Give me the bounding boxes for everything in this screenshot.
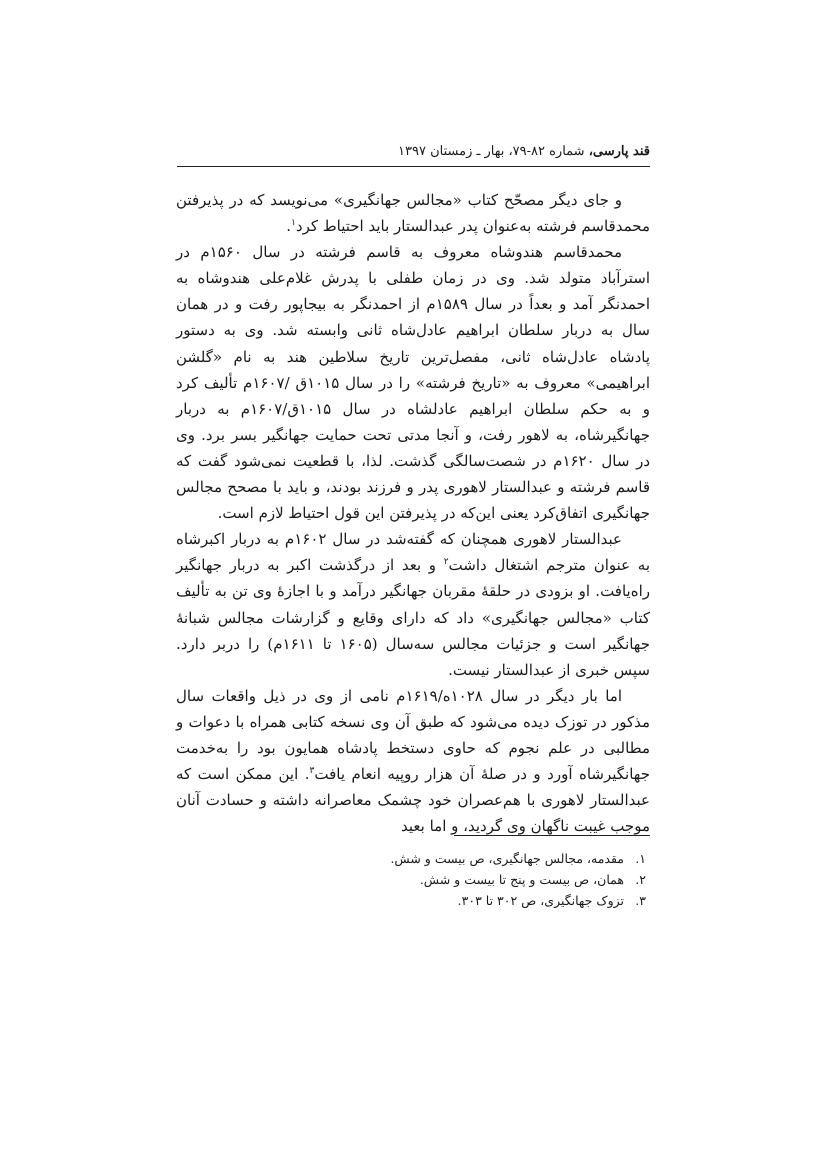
paragraph-2-text: محمدقاسم هندوشاه معروف به قاسم فرشته در سال ۱۵۶۰م در استرآباد متولد شد. وی در زمان طفلی با پدرش غلام‌علی هندوشاه به احمدنگر آمد و بعداً در سال ۱۵۸۹م از احمدنگر به بیجاپور رفت و در همان سال به دربار سلطان ابراهیم عادل‌شاه ثانی وابسته شد. وی به دستور پادشاه عادل‌شاه ثانی، مفصل‌ترین تاریخ سلاطین هند به نام «گلشن ابراهیمی» معروف به «تاریخ فرشته» را در سال ۱۰۱۵ق /۱۶۰۷م تألیف کرد و به حکم سلطان ابراهیم عادلشاه در سال ۱۰۱۵ق/۱۶۰۷م به دربار جهانگیرشاه، به لاهور رفت، و آنجا مدتی تحت حمایت جهانگیر بسر برد. وی در سال ۱۶۲۰م در شصت‌سالگی گذشت. لذا، با قطعیت نمی‌شود گفت که قاسم فرشته و عبدالستار لاهوری پدر و فرزند بودند، و باید با مصحح مجالس جهانگیری اتفاق‌کرد یعنی این‌که در پذیرفتن این قول احتیاط لازم است. xyxy=(176,243,651,523)
paragraph-4-tail: . این ممکن است که عبدالستار لاهوری با هم‌عصران خود چشمک معاصرانه داشته و حسادت آنان موجب غیبت ناگهان وی گردید، و اما بعید xyxy=(176,765,650,836)
footnote-text: همان، ص بیست و پنج تا بیست و شش. xyxy=(419,872,624,887)
footnotes xyxy=(176,848,650,911)
footnote-marker-3[interactable]: ۳ xyxy=(309,766,315,777)
header-rule xyxy=(177,166,650,167)
footnote-text: تزوک جهانگیری، ص ۳۰۲ تا ۳۰۳. xyxy=(457,893,624,908)
footnote-2 xyxy=(176,869,650,890)
footnote-number: ۲. xyxy=(635,872,646,887)
footnote-marker-2[interactable]: ۲ xyxy=(443,557,449,568)
paragraph-3-tail: و بعد از درگذشت اکبر به دربار جهانگیر راه‌یافت. او بزودی در حلقهٔ مقربان جهانگیر درآمد و با اجازهٔ وی تن به تألیف کتاب «مجالس جهانگیری» داد که دارای وقایع و گزارشات مجالس شبانهٔ جهانگیر است و جزئیات مجالس سه‌سال (۱۶۰۵ تا ۱۶۱۱م) را دربر دارد. سپس خبری از عبدالستار نیست. xyxy=(176,556,650,679)
footnote-number: ۳. xyxy=(635,893,646,908)
footnote-marker-1[interactable]: ۱ xyxy=(291,218,296,229)
footnote-1 xyxy=(176,848,650,869)
footnote-rule xyxy=(454,835,650,836)
footnote-3 xyxy=(176,890,650,911)
paragraph-1 xyxy=(176,187,650,239)
footnote-number: ۱. xyxy=(635,851,646,866)
running-header xyxy=(174,143,650,161)
issue-info: شماره ۸۲-۷۹، بهار ـ زمستان ۱۳۹۷ xyxy=(398,144,589,159)
paragraph-3-text: عبدالستار لاهوری همچنان که گفته‌شد در سال ۱۶۰۲م به دربار اکبرشاه به عنوان مترجم اشتغال داشت xyxy=(176,530,651,575)
journal-title: قند پارسی، xyxy=(588,144,650,159)
body-text xyxy=(176,187,650,839)
paragraph-3 xyxy=(176,526,650,683)
paragraph-4 xyxy=(176,683,650,840)
paragraph-1-tail: . xyxy=(286,217,292,236)
paragraph-2 xyxy=(176,239,650,526)
footnote-text: مقدمه، مجالس جهانگیری، ص بیست و شش. xyxy=(390,851,624,866)
paragraph-4-text: اما بار دیگر در سال ۱۰۲۸ه/۱۶۱۹م نامی از وی در ذیل واقعات سال مذکور در توزک دیده می‌شود که طبق آن وی نسخه کتابی همراه با دعوات و مطالبی در علم نجوم که حاوی دستخط پادشاه همایون بود را به‌خدمت جهانگیرشاه آورد و در صلهٔ آن هزار روپیه انعام یافت xyxy=(176,686,650,784)
paragraph-1-text: و جای دیگر مصحّح کتاب «مجالس جهانگیری» می‌نویسد که در پذیرفتن محمدقاسم فرشته به‌عنوان پدر عبدالستار باید احتیاط کرد xyxy=(176,191,650,236)
